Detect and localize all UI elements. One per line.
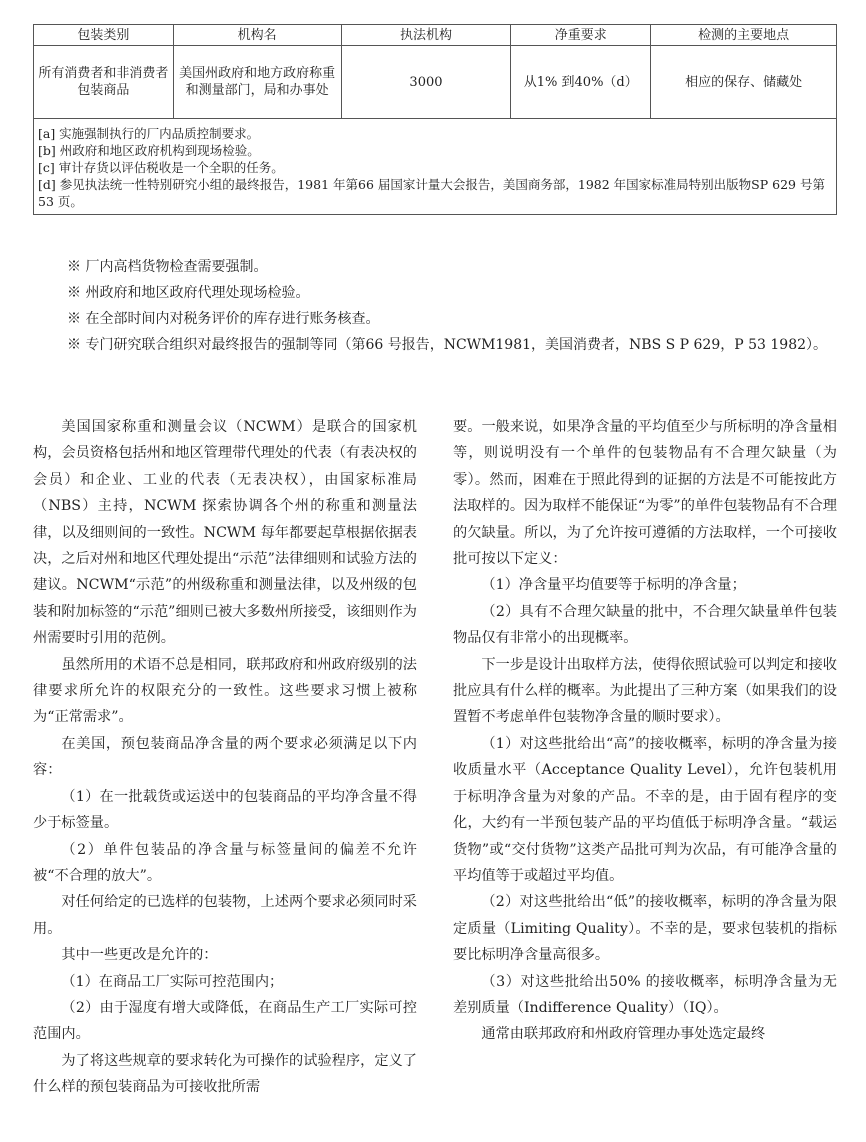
paragraph: 通常由联邦政府和州政府管理办事处选定最终 — [481, 1026, 766, 1043]
header-enforcement: 执法机构 — [341, 25, 511, 46]
paragraph: （2）由于湿度有增大或降低，在商品生产工厂实际可控范围内。 — [33, 999, 417, 1043]
table-note: [d] 参见执法统一性特别研究小组的最终报告，1981 年第66 届国家计量大会报告，美国商务部，1982 年国家标准局特别出版物SP 629 号第53 页。 — [38, 177, 825, 209]
cell-enforcement: 3000 — [341, 46, 511, 119]
cell-net-weight: 从1% 到40%（d） — [511, 46, 651, 119]
header-category: 包装类别 — [34, 25, 174, 46]
cell-category: 所有消费者和非消费者包装商品 — [34, 46, 174, 119]
header-net-weight: 净重要求 — [511, 25, 651, 46]
paragraph: 下一步是设计出取样方法，使得依照试验可以判定和接收批应具有什么样的概率。为此提出了三种方案（如果我们的设置暂不考虑单件包装物净含量的顺时要求）。 — [453, 656, 837, 726]
right-column — [453, 414, 837, 1048]
translated-notes — [33, 254, 837, 358]
paragraph: 美国国家称重和测量会议（NCWM）是联合的国家机构，会员资格包括州和地区管理带代理处的代表（有表决权的会员）和企业、工业的代表（无表决权），由国家标准局（NBS）主持，NCWM 探索协调各个州的称重和测量法律，以及细则间的一致性。NCWM 每年都要起草根据依据表决，之后对州和地区代理处提出“示范”法律细则和试验方法的建议。NCWM“示范”的州级称重和测量法律，以及州级的包装和附加标签的“示范”细则已被大多数州所接受，该细则作为州需要时引用的范例。 — [33, 419, 417, 647]
paragraph: （2）单件包装品的净含量与标签量间的偏差不允许被“不合理的放大”。 — [33, 841, 417, 884]
table-row — [34, 46, 837, 119]
paragraph: 要。一般来说，如果净含量的平均值至少与所标明的净含量相等，则说明没有一个单件的包装物品有不合理欠缺量（为零）。然而，困难在于照此得到的证据的方法是不可能按此方法取样的。因为取样不能保证“为零”的单件包装物品有不合理的欠缺量。所以，为了允许按可遵循的方法取样，一个可接收批可按以下定义： — [453, 419, 837, 568]
paragraph: （1）对这些批给出“高”的接收概率，标明的净含量为接收质量水平（Acceptance Quality Level），允许包装机用于标明净含量为对象的产品。不幸的是，由于固有程序的变化，大约有一半预包装产品的平均值低于标明净含量。“载运货物”或“交付货物”这类产品批可判为次品，有可能净含量的平均值等于或超过平均值。 — [453, 735, 837, 884]
paragraph: 为了将这些规章的要求转化为可操作的试验程序，定义了什么样的预包装商品为可接收批所需 — [33, 1052, 417, 1096]
translated-note: ※ 在全部时间内对税务评价的库存进行账务核查。 — [67, 311, 380, 327]
cell-agency: 美国州政府和地方政府称重和测量部门，局和办事处 — [173, 46, 341, 119]
table-note: [b] 州政府和地区政府机构到现场检验。 — [38, 143, 260, 158]
paragraph: （1）在一批载货或运送中的包装商品的平均净含量不得少于标签量。 — [33, 788, 417, 832]
table-note: [a] 实施强制执行的厂内品质控制要求。 — [38, 126, 260, 141]
header-agency: 机构名 — [173, 25, 341, 46]
paragraph: 其中一些更改是允许的： — [61, 947, 218, 964]
paragraph: 对任何给定的已选样的包装物，上述两个要求必须同时采用。 — [33, 894, 417, 937]
left-column — [33, 414, 417, 1101]
paragraph: （1）净含量平均值要等于标明的净含量； — [481, 577, 746, 594]
paragraph: （2）对这些批给出“低”的接收概率，标明的净含量为限定质量（Limiting Quality）。不幸的是，要求包装机的指标要比标明净含量高很多。 — [453, 894, 837, 964]
translated-note: ※ 专门研究联合组织对最终报告的强制等同（第66 号报告，NCWM1981，美国消费者，NBS S P 629，P 53 1982）。 — [67, 337, 828, 353]
translated-note: ※ 厂内高档货物检查需要强制。 — [67, 259, 268, 275]
paragraph: 在美国，预包装商品净含量的两个要求必须满足以下内容： — [33, 735, 417, 779]
translated-note: ※ 州政府和地区政府代理处现场检验。 — [67, 285, 310, 301]
table-notes — [34, 119, 837, 215]
paragraph: 虽然所用的术语不总是相同，联邦政府和州政府级别的法律要求所允许的权限充分的一致性。这些要求习惯上被称为“正常需求”。 — [33, 656, 417, 726]
paragraph: （1）在商品工厂实际可控范围内； — [61, 973, 284, 990]
header-location: 检测的主要地点 — [651, 25, 837, 46]
packaging-regulation-table — [33, 24, 837, 215]
table-header-row — [34, 25, 837, 46]
paragraph: （3）对这些批给出50% 的接收概率，标明净含量为无差别质量（Indifference Quality）（IQ）。 — [453, 973, 837, 1016]
table-note: [c] 审计存货以评估税收是一个全职的任务。 — [38, 160, 284, 175]
paragraph: （2）具有不合理欠缺量的批中，不合理欠缺量单件包装物品仅有非常小的出现概率。 — [453, 603, 837, 647]
cell-location: 相应的保存、储藏处 — [651, 46, 837, 119]
table-notes-row — [34, 119, 837, 215]
